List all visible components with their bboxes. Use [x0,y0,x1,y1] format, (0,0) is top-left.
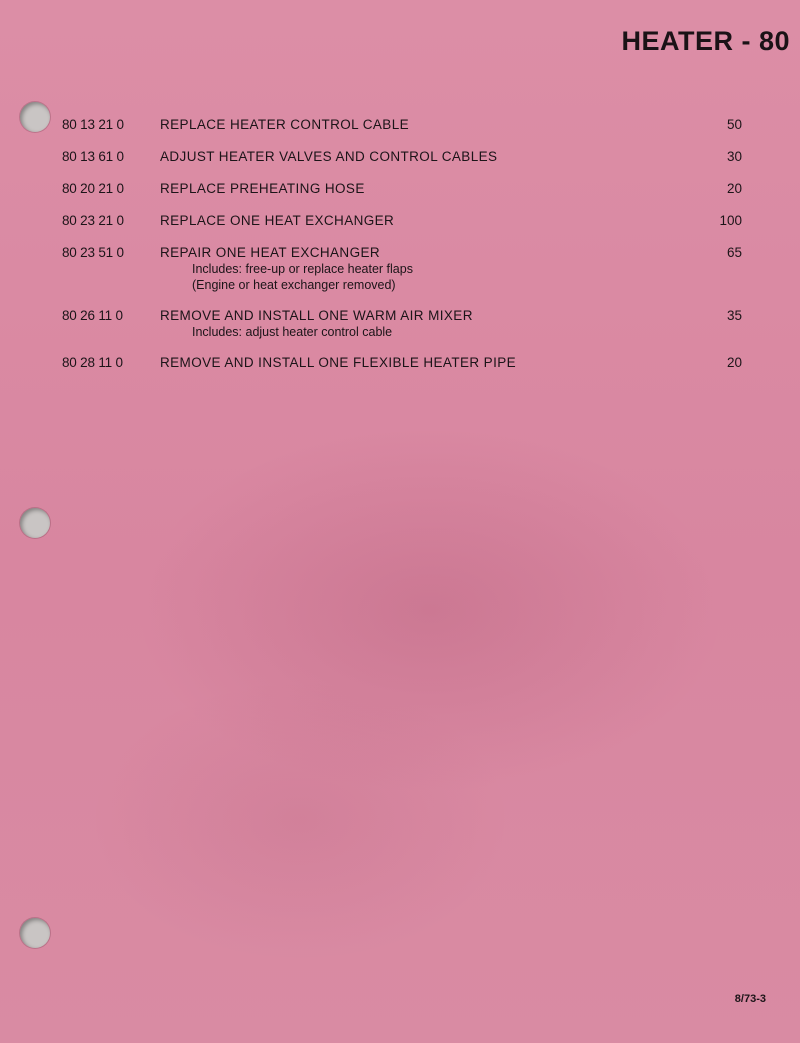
time-units: 35 [726,308,742,323]
operation-description: REMOVE AND INSTALL ONE WARM AIR MIXER [160,308,473,323]
time-units: 100 [719,213,742,228]
page-title: HEATER - 80 [621,26,790,56]
operation-code: 80 23 21 0 [62,213,124,228]
operation-code: 80 13 61 0 [62,149,124,164]
operation-note: (Engine or heat exchanger removed) [192,278,396,292]
binder-hole-middle [20,508,50,538]
operation-code: 80 26 11 0 [62,308,123,323]
operation-code: 80 23 51 0 [62,245,124,260]
binder-hole-top [20,102,50,132]
page-reference: 8/73-3 [734,993,766,1005]
operation-description: REPLACE HEATER CONTROL CABLE [160,117,410,132]
operation-description: REPAIR ONE HEAT EXCHANGER [160,245,381,260]
time-units: 20 [726,355,742,370]
operation-description: ADJUST HEATER VALVES AND CONTROL CABLES [160,149,498,164]
operation-code: 80 13 21 0 [62,117,124,132]
operation-description: REMOVE AND INSTALL ONE FLEXIBLE HEATER PIPE [160,355,517,370]
time-units: 20 [726,181,742,196]
operation-description: REPLACE PREHEATING HOSE [160,181,365,196]
binder-hole-bottom [20,918,50,948]
operation-code: 80 20 21 0 [62,181,124,196]
operation-code: 80 28 11 0 [62,355,123,370]
time-units: 50 [726,117,742,132]
time-units: 65 [726,245,742,260]
operation-note: Includes: adjust heater control cable [192,325,393,339]
time-units: 30 [726,149,742,164]
operation-description: REPLACE ONE HEAT EXCHANGER [160,213,395,228]
operation-note: Includes: free-up or replace heater flaps [192,262,413,276]
